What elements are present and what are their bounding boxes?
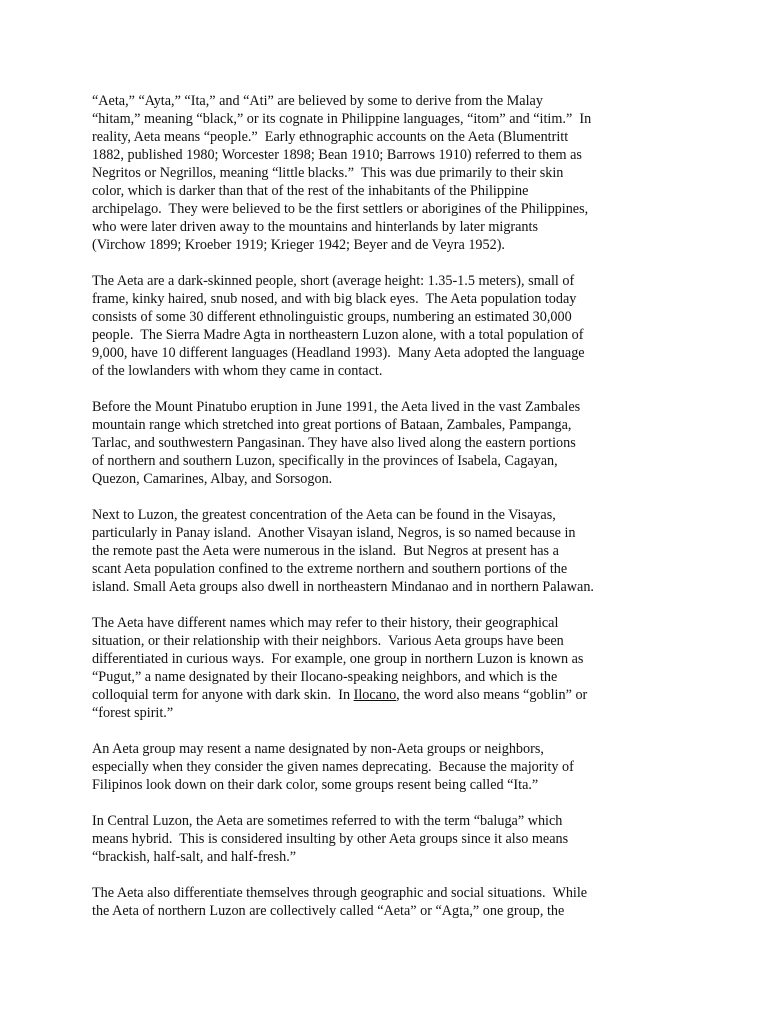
text-line: “Aeta,” “Ayta,” “Ita,” and “Ati” are believed by some to derive from the Malay <box>92 93 543 109</box>
text-fragment: , the word also means “goblin” or <box>396 687 588 703</box>
text-line: consists of some 30 different ethnolinguistic groups, numbering an estimated 30,000 <box>92 309 572 325</box>
text-line: Negritos or Negrillos, meaning “little blacks.” This was due primarily to their skin <box>92 165 564 181</box>
text-line: Quezon, Camarines, Albay, and Sorsogon. <box>92 471 333 487</box>
text-line: of the lowlanders with whom they came in contact. <box>92 363 383 379</box>
text-line: “forest spirit.” <box>92 705 174 721</box>
text-line: An Aeta group may resent a name designated by non-Aeta groups or neighbors, <box>92 741 544 757</box>
text-line-with-link <box>92 686 632 704</box>
paragraph-4 <box>92 506 632 596</box>
text-line: who were later driven away to the mountains and hinterlands by later migrants <box>92 219 538 235</box>
text-line: Filipinos look down on their dark color, some groups resent being called “Ita.” <box>92 777 539 793</box>
text-line: particularly in Panay island. Another Visayan island, Negros, is so named because in <box>92 525 576 541</box>
text-line: scant Aeta population confined to the extreme northern and southern portions of the <box>92 561 568 577</box>
text-fragment: colloquial term for anyone with dark skin. In <box>92 687 354 703</box>
text-line: The Aeta have different names which may refer to their history, their geographical <box>92 615 559 631</box>
text-line: archipelago. They were believed to be the first settlers or aborigines of the Philippines, <box>92 201 589 217</box>
text-line: island. Small Aeta groups also dwell in northeastern Mindanao and in northern Palawan. <box>92 579 594 595</box>
text-line: (Virchow 1899; Kroeber 1919; Krieger 1942; Beyer and de Veyra 1952). <box>92 237 505 253</box>
text-line: In Central Luzon, the Aeta are sometimes referred to with the term “baluga” which <box>92 813 563 829</box>
paragraph-5 <box>92 614 632 722</box>
paragraph-6 <box>92 740 632 794</box>
document-page <box>92 92 632 938</box>
text-line: Before the Mount Pinatubo eruption in June 1991, the Aeta lived in the vast Zambales <box>92 399 581 415</box>
text-line: frame, kinky haired, snub nosed, and with big black eyes. The Aeta population today <box>92 291 577 307</box>
text-line: “hitam,” meaning “black,” or its cognate in Philippine languages, “itom” and “itim.” In <box>92 111 592 127</box>
text-line: the Aeta of northern Luzon are collectively called “Aeta” or “Agta,” one group, the <box>92 903 565 919</box>
text-line: mountain range which stretched into great portions of Bataan, Zambales, Pampanga, <box>92 417 572 433</box>
paragraph-7 <box>92 812 632 866</box>
text-line: “brackish, half-salt, and half-fresh.” <box>92 849 297 865</box>
text-line: 1882, published 1980; Worcester 1898; Bean 1910; Barrows 1910) referred to them as <box>92 147 582 163</box>
text-line: “Pugut,” a name designated by their Ilocano-speaking neighbors, and which is the <box>92 669 558 685</box>
ilocano-link[interactable]: Ilocano <box>353 687 397 703</box>
paragraph-1 <box>92 92 632 254</box>
text-line: The Aeta are a dark-skinned people, short (average height: 1.35-1.5 meters), small of <box>92 273 575 289</box>
paragraph-2 <box>92 272 632 380</box>
text-line: reality, Aeta means “people.” Early ethnographic accounts on the Aeta (Blumentritt <box>92 129 569 145</box>
text-line: of northern and southern Luzon, specifically in the provinces of Isabela, Cagayan, <box>92 453 558 469</box>
paragraph-3 <box>92 398 632 488</box>
text-line: 9,000, have 10 different languages (Headland 1993). Many Aeta adopted the language <box>92 345 585 361</box>
text-line: differentiated in curious ways. For example, one group in northern Luzon is known as <box>92 651 584 667</box>
text-line: situation, or their relationship with their neighbors. Various Aeta groups have been <box>92 633 564 649</box>
text-line: means hybrid. This is considered insulting by other Aeta groups since it also means <box>92 831 569 847</box>
text-line: color, which is darker than that of the rest of the inhabitants of the Philippine <box>92 183 529 199</box>
paragraph-8 <box>92 884 632 920</box>
text-line: The Aeta also differentiate themselves through geographic and social situations. While <box>92 885 588 901</box>
text-line: the remote past the Aeta were numerous in the island. But Negros at present has a <box>92 543 559 559</box>
text-line: especially when they consider the given names deprecating. Because the majority of <box>92 759 574 775</box>
text-line: people. The Sierra Madre Agta in northeastern Luzon alone, with a total population of <box>92 327 584 343</box>
text-line: Next to Luzon, the greatest concentration of the Aeta can be found in the Visayas, <box>92 507 556 523</box>
text-line: Tarlac, and southwestern Pangasinan. They have also lived along the eastern portions <box>92 435 576 451</box>
